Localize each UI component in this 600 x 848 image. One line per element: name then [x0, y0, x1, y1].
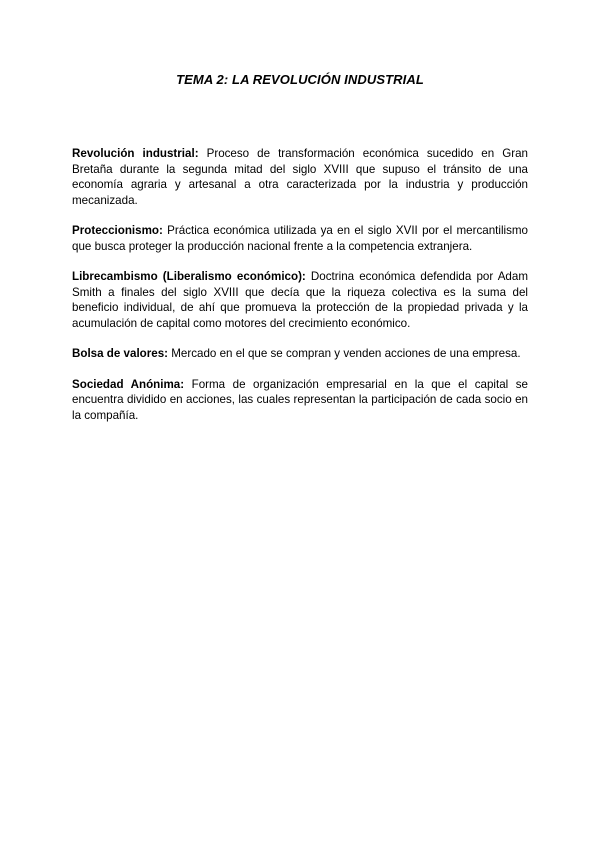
glossary [72, 146, 528, 438]
glossary-entry-librecambismo [72, 269, 528, 331]
glossary-definition: Proceso de transformación económica sucedido en Gran Bretaña durante la segunda mitad del siglo XVIII que supuso el tránsito de una economía agraria y artesanal a otra caracterizada por la industria y producción mecanizada. [72, 147, 528, 207]
glossary-definition: Práctica económica utilizada ya en el siglo XVII por el mercantilismo que busca proteger la producción nacional frente a la competencia extranjera. [72, 224, 528, 253]
glossary-definition: Mercado en el que se compran y venden acciones de una empresa. [171, 347, 521, 360]
glossary-entry-revolucion-industrial [72, 146, 528, 208]
glossary-entry-bolsa-de-valores [72, 346, 528, 362]
glossary-term: Librecambismo (Liberalismo económico): [72, 270, 306, 283]
glossary-term: Proteccionismo: [72, 224, 163, 237]
glossary-entry-sociedad-anonima [72, 377, 528, 424]
glossary-definition: Forma de organización empresarial en la que el capital se encuentra dividido en acciones, las cuales representan la participación de cada socio en la compañía. [72, 377, 528, 422]
glossary-term: Revolución industrial: [72, 147, 199, 160]
page-title: TEMA 2: LA REVOLUCIÓN INDUSTRIAL [176, 72, 424, 87]
glossary-term: Bolsa de valores: [72, 347, 169, 360]
glossary-entry-proteccionismo [72, 223, 528, 254]
glossary-term: Sociedad Anónima: [72, 377, 185, 391]
glossary-definition: Doctrina económica defendida por Adam Smith a finales del siglo XVIII que decía que la riqueza colectiva es la suma del beneficio individual, de ahí que promueva la protección de la propiedad privada y la acumulación de capital como motores del crecimiento económico. [72, 270, 528, 330]
